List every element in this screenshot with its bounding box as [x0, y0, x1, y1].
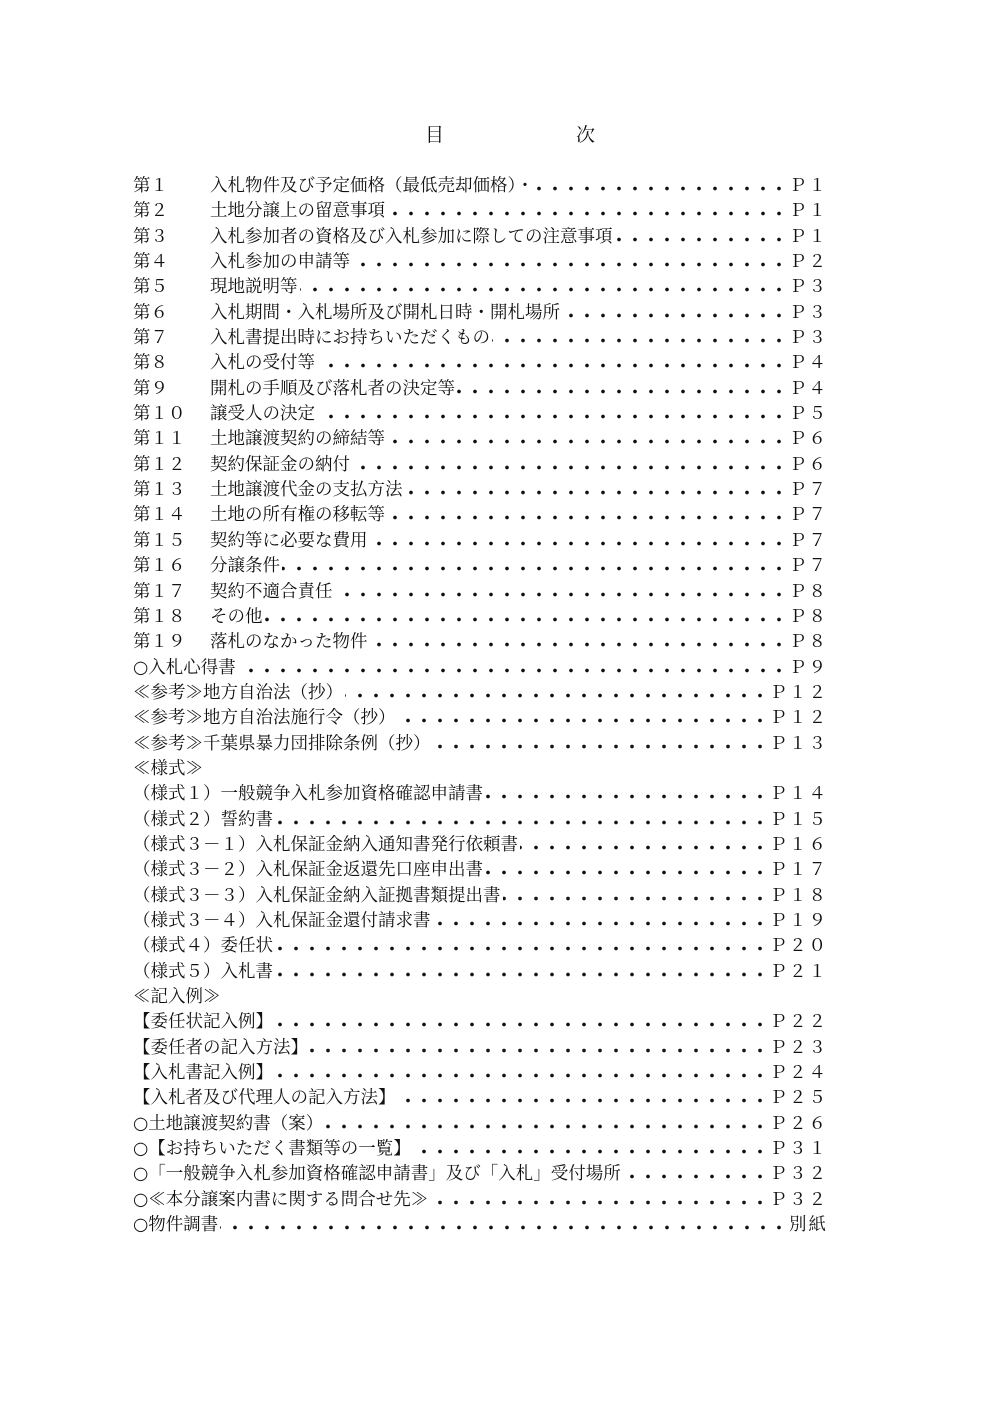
toc-entry-label: 入札物件及び予定価格（最低売却価格）・	[210, 174, 534, 199]
toc-entry-number: 第９	[133, 378, 168, 399]
toc-entry-page: Ｐ１４	[770, 782, 829, 807]
toc-entry-page: Ｐ３２	[770, 1188, 829, 1213]
toc-entry-page: Ｐ１２	[770, 706, 829, 731]
toc-entry	[133, 757, 828, 782]
title-char-1: 目	[425, 124, 445, 146]
toc-entry-page: Ｐ２２	[770, 1010, 829, 1035]
toc-entry-label: 入札期間・入札場所及び開札日時・開札場所	[210, 301, 560, 326]
toc-entry-label: 入札参加者の資格及び入札参加に際しての注意事項	[210, 225, 613, 250]
toc-entry-page: Ｐ３２	[770, 1162, 829, 1187]
dot-leader	[433, 732, 768, 757]
dot-leader	[430, 1188, 768, 1213]
toc-entry-label: ○【お持ちいただく書類等の一覧】	[133, 1137, 411, 1162]
toc-entry	[133, 681, 828, 706]
toc-entry	[133, 1112, 828, 1137]
toc-entry-label: ≪様式≫	[133, 758, 203, 779]
toc-entry	[133, 605, 828, 630]
toc-entry-label: 土地譲渡契約の締結等	[210, 427, 385, 452]
toc-entry-number: 第１２	[133, 454, 186, 475]
toc-entry-label: 入札書提出時にお持ちいただくもの	[210, 326, 490, 351]
toc-entry-page: Ｐ２３	[770, 1036, 829, 1061]
toc-entry	[133, 858, 828, 883]
toc-entry-number: 第４	[133, 252, 168, 273]
toc-entry	[133, 706, 828, 731]
toc-entry	[133, 960, 828, 985]
dot-leader	[457, 377, 787, 402]
toc-entry-page: Ｐ１	[789, 225, 828, 250]
dot-leader	[387, 503, 787, 528]
toc-entry-page: Ｐ２	[789, 250, 828, 275]
dot-leader	[398, 1086, 768, 1111]
dot-leader	[387, 199, 787, 224]
toc-entry-label: 【入札書記入例】	[133, 1061, 273, 1086]
toc-entry	[133, 808, 828, 833]
title-char-2: 次	[576, 124, 596, 146]
toc-entry-number: 第１７	[133, 581, 186, 602]
toc-entry-page: Ｐ３	[789, 301, 828, 326]
toc-entry-number: 第６	[133, 302, 168, 323]
toc-entry-page: Ｐ４	[789, 351, 828, 376]
dot-leader	[238, 656, 787, 681]
toc-entry-page: Ｐ２０	[770, 934, 829, 959]
toc-entry-page: Ｐ２６	[770, 1112, 829, 1137]
dot-leader	[317, 351, 787, 376]
toc-entry-number: 第１３	[133, 480, 186, 501]
toc-entry-label: 開札の手順及び落札者の決定等	[210, 377, 455, 402]
dot-leader	[492, 326, 787, 351]
toc-entry-label: その他	[210, 605, 263, 630]
toc-entry-page: Ｐ１３	[770, 732, 829, 757]
toc-entry-label: 土地の所有権の移転等	[210, 503, 385, 528]
toc-entry-page: Ｐ５	[789, 402, 828, 427]
toc-entry-number: 第８	[133, 353, 168, 374]
toc-entry-label: （様式３－４）入札保証金還付請求書	[133, 909, 431, 934]
toc-entry-page: Ｐ２１	[770, 960, 829, 985]
toc-entry-number: 第１０	[133, 404, 186, 425]
toc-entry	[133, 453, 828, 478]
toc-entry-page: Ｐ３	[789, 275, 828, 300]
dot-leader	[352, 250, 787, 275]
toc-entry-label: 譲受人の決定	[210, 402, 315, 427]
toc-entry-label: ○≪本分譲案内書に関する問合せ先≫	[133, 1188, 428, 1213]
toc-entry	[133, 199, 828, 224]
toc-entry-label: 契約不適合責任	[210, 580, 333, 605]
dot-leader	[398, 706, 768, 731]
toc-entry-page: Ｐ９	[789, 656, 828, 681]
toc-entry	[133, 934, 828, 959]
toc-entry-number: 第１	[133, 176, 168, 196]
toc-entry-page: Ｐ７	[789, 529, 828, 554]
dot-leader	[275, 960, 768, 985]
toc-entry	[133, 630, 828, 655]
toc-entry-label: ≪記入例≫	[133, 987, 221, 1007]
toc-entry	[133, 656, 828, 681]
dot-leader	[282, 554, 787, 579]
toc-entry-page: Ｐ１６	[770, 833, 829, 858]
toc-entry-label: ≪参考≫地方自治法施行令（抄）	[133, 706, 396, 731]
toc-entry	[133, 225, 828, 250]
toc-entry-page: Ｐ１７	[770, 858, 829, 883]
dot-leader	[615, 225, 787, 250]
toc-entry	[133, 833, 828, 858]
toc-entry-page: Ｐ８	[789, 630, 828, 655]
dot-leader	[265, 605, 787, 630]
toc-entry-label: ○物件調書	[133, 1213, 218, 1238]
toc-entry	[133, 1213, 828, 1238]
toc-entry-label: 入札の受付等	[210, 351, 315, 376]
toc-entry	[133, 732, 828, 757]
toc-entry	[133, 174, 828, 199]
table-of-contents	[133, 174, 828, 1238]
toc-entry	[133, 1137, 828, 1162]
toc-entry-page: Ｐ３１	[770, 1137, 829, 1162]
toc-entry-page: Ｐ７	[789, 478, 828, 503]
toc-entry-page: Ｐ２４	[770, 1061, 829, 1086]
toc-entry	[133, 478, 828, 503]
dot-leader	[405, 478, 787, 503]
toc-entry-label: 【入札者及び代理人の記入方法】	[133, 1086, 396, 1111]
dot-leader	[370, 630, 787, 655]
toc-entry-label: （様式４）委任状	[133, 934, 273, 959]
toc-entry-label: （様式５）入札書	[133, 960, 273, 985]
toc-entry-page: 別紙	[789, 1213, 828, 1238]
toc-entry-label: 【委任者の記入方法】	[133, 1036, 308, 1061]
dot-leader	[623, 1162, 768, 1187]
toc-entry-label: 契約保証金の納付	[210, 453, 350, 478]
toc-entry-number: 第１１	[133, 429, 186, 450]
toc-entry-number: 第１９	[133, 632, 186, 653]
toc-entry-label: ○「一般競争入札参加資格確認申請書」及び「入札」受付場所	[133, 1162, 621, 1187]
toc-entry	[133, 250, 828, 275]
toc-entry-number: 第２	[133, 201, 168, 222]
toc-entry-label: ○土地譲渡契約書（案）	[133, 1112, 323, 1137]
toc-entry-label: （様式１）一般競争入札参加資格確認申請書	[133, 782, 483, 807]
toc-entry-number: 第７	[133, 328, 168, 349]
toc-entry	[133, 1061, 828, 1086]
dot-leader	[352, 453, 787, 478]
toc-entry-page: Ｐ４	[789, 377, 828, 402]
toc-entry-label: 現地説明等	[210, 275, 298, 300]
toc-entry	[133, 985, 828, 1010]
toc-entry-page: Ｐ７	[789, 503, 828, 528]
toc-entry-label: （様式２）誓約書	[133, 808, 273, 833]
toc-entry	[133, 427, 828, 452]
toc-entry-label: 土地分譲上の留意事項	[210, 199, 385, 224]
toc-entry	[133, 402, 828, 427]
dot-leader	[520, 833, 768, 858]
toc-entry	[133, 503, 828, 528]
toc-entry-number: 第１４	[133, 505, 186, 526]
toc-entry	[133, 326, 828, 351]
toc-entry-label: ≪参考≫地方自治法（抄）	[133, 681, 343, 706]
toc-entry	[133, 554, 828, 579]
toc-entry-label: ≪参考≫千葉県暴力団排除条例（抄）	[133, 732, 431, 757]
dot-leader	[433, 909, 768, 934]
toc-entry-label: 分譲条件	[210, 554, 280, 579]
dot-leader	[275, 934, 768, 959]
toc-entry	[133, 1188, 828, 1213]
toc-entry	[133, 909, 828, 934]
toc-entry	[133, 580, 828, 605]
toc-entry-page: Ｐ６	[789, 453, 828, 478]
toc-entry-page: Ｐ８	[789, 605, 828, 630]
toc-entry-number: 第５	[133, 277, 168, 298]
toc-entry	[133, 1162, 828, 1187]
dot-leader	[335, 580, 787, 605]
dot-leader	[317, 402, 787, 427]
toc-entry-label: （様式３－２）入札保証金返還先口座申出書	[133, 858, 483, 883]
toc-entry-page: Ｐ６	[789, 427, 828, 452]
dot-leader	[325, 1112, 768, 1137]
toc-entry-page: Ｐ２５	[770, 1086, 829, 1111]
dot-leader	[310, 1036, 768, 1061]
dot-leader	[220, 1213, 787, 1238]
dot-leader	[275, 1061, 768, 1086]
dot-leader	[503, 884, 768, 909]
toc-entry-label: 契約等に必要な費用	[210, 529, 368, 554]
toc-entry-page: Ｐ１	[789, 174, 828, 199]
toc-entry-label: 土地譲渡代金の支払方法	[210, 478, 403, 503]
toc-entry-page: Ｐ３	[789, 326, 828, 351]
toc-entry-page: Ｐ１２	[770, 681, 829, 706]
dot-leader	[275, 808, 768, 833]
toc-entry	[133, 1036, 828, 1061]
toc-entry	[133, 1010, 828, 1035]
toc-entry-label: 落札のなかった物件	[210, 630, 368, 655]
toc-entry-label: （様式３－１）入札保証金納入通知書発行依頼書	[133, 833, 518, 858]
toc-entry-label: （様式３－３）入札保証金納入証拠書類提出書	[133, 884, 501, 909]
toc-entry-page: Ｐ１	[789, 199, 828, 224]
toc-entry-number: 第１６	[133, 556, 186, 577]
dot-leader	[413, 1137, 768, 1162]
dot-leader	[485, 858, 768, 883]
toc-entry	[133, 377, 828, 402]
toc-entry	[133, 782, 828, 807]
toc-entry	[133, 275, 828, 300]
dot-leader	[536, 174, 787, 199]
toc-entry-label: 入札参加の申請等	[210, 250, 350, 275]
toc-entry-page: Ｐ１５	[770, 808, 829, 833]
toc-entry	[133, 351, 828, 376]
dot-leader	[387, 427, 787, 452]
toc-entry	[133, 301, 828, 326]
toc-entry-label: 【委任状記入例】	[133, 1010, 273, 1035]
toc-entry-number: 第１５	[133, 530, 186, 551]
toc-entry-number: 第３	[133, 226, 168, 247]
dot-leader	[485, 782, 768, 807]
toc-entry-number: 第１８	[133, 606, 186, 627]
toc-entry	[133, 529, 828, 554]
dot-leader	[370, 529, 787, 554]
toc-entry-page: Ｐ７	[789, 554, 828, 579]
toc-entry	[133, 884, 828, 909]
toc-entry-page: Ｐ１８	[770, 884, 829, 909]
toc-entry-label: ○入札心得書	[133, 656, 236, 681]
dot-leader	[562, 301, 787, 326]
toc-entry-page: Ｐ１９	[770, 909, 829, 934]
dot-leader	[275, 1010, 768, 1035]
dot-leader	[300, 275, 787, 300]
dot-leader	[345, 681, 768, 706]
toc-entry-page: Ｐ８	[789, 580, 828, 605]
page-title	[0, 122, 1000, 148]
toc-entry	[133, 1086, 828, 1111]
